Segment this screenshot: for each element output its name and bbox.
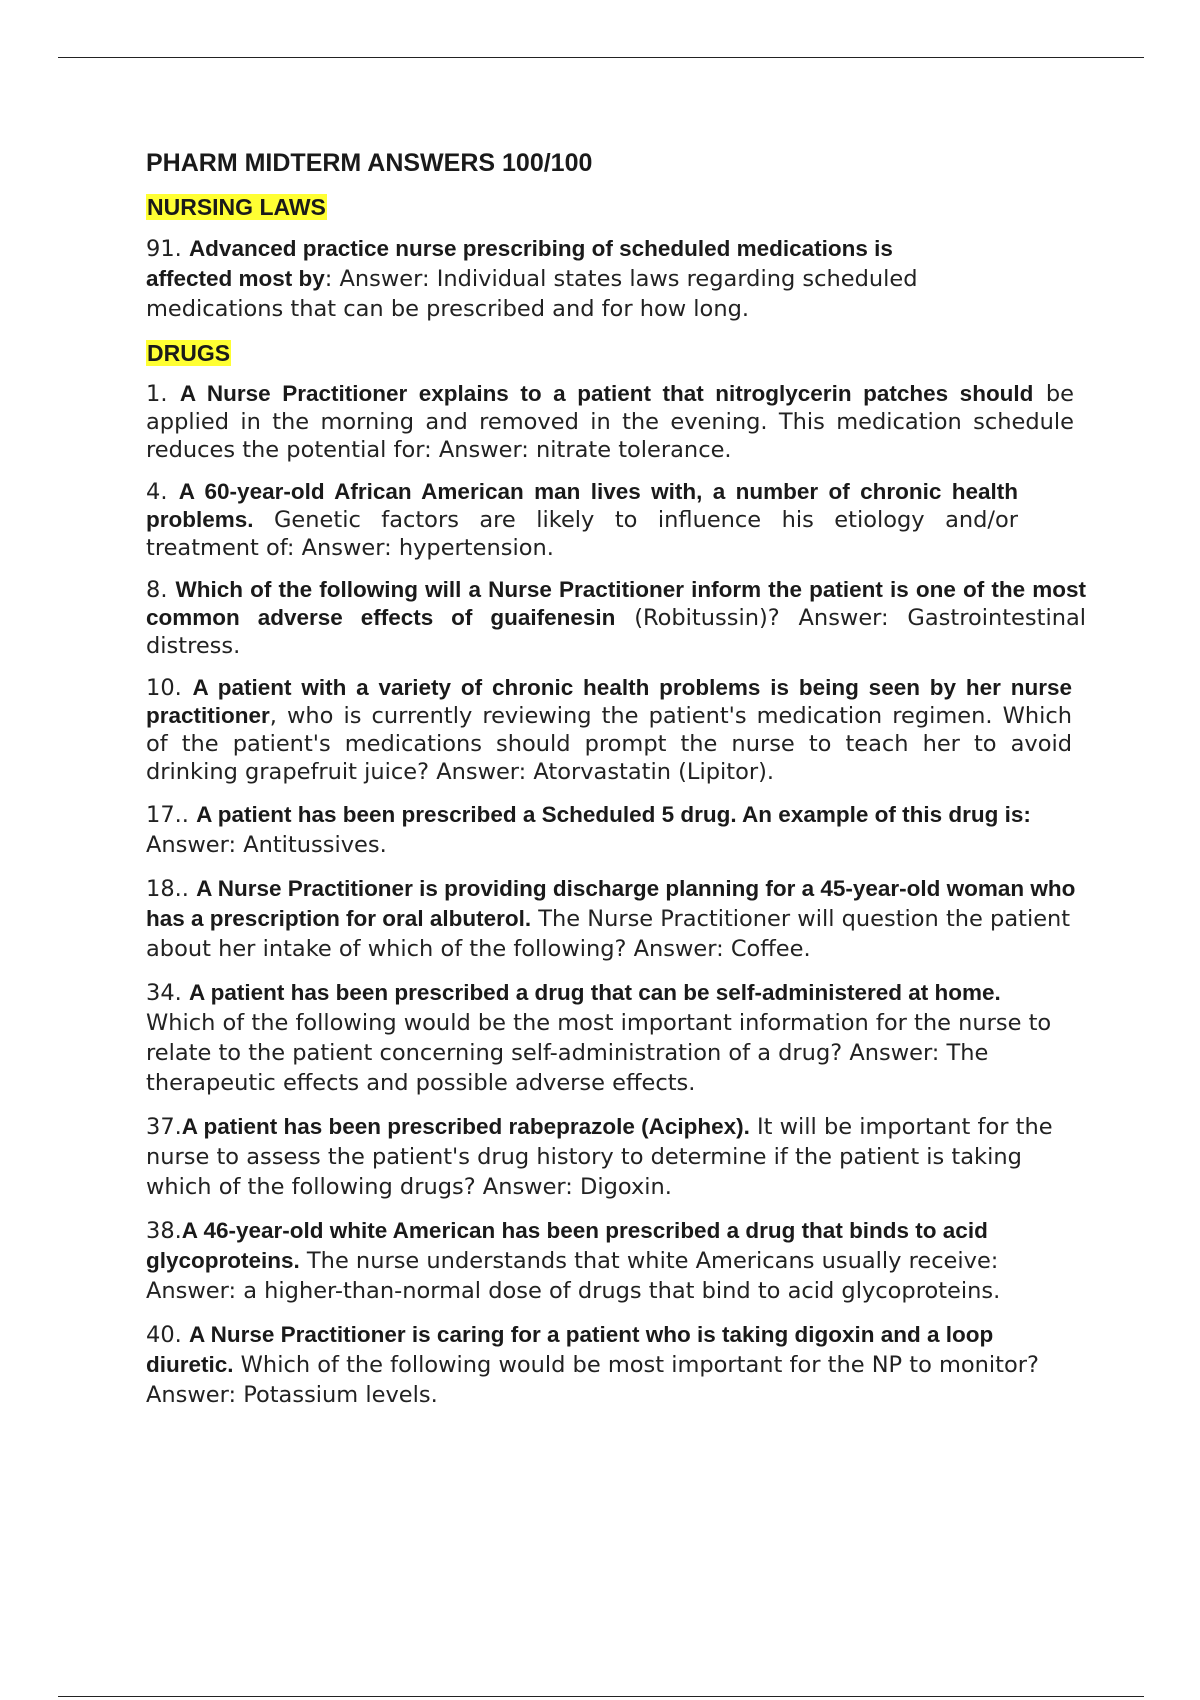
page-title: PHARM MIDTERM ANSWERS 100/100 xyxy=(146,149,593,177)
answer-text: The Nurse Practitioner will question the patient about her intake of which of the following? Answer: Coffee. xyxy=(146,906,1071,962)
question-number: 18.. xyxy=(146,876,197,902)
qa-item-1 xyxy=(146,380,1074,464)
qa-item-91 xyxy=(146,234,974,324)
answer-text: Answer: Antitussives. xyxy=(146,832,387,858)
answer-text: Which of the following would be the most important information for the nurse to relate to the patient concerning self-administration of a drug? Answer: The therapeutic effects and possible adverse effects. xyxy=(146,1010,1052,1096)
qa-item-40 xyxy=(146,1320,1061,1410)
section-heading-nursing-laws xyxy=(146,192,1106,222)
qa-item-37 xyxy=(146,1112,1076,1202)
question-text: A patient has been prescribed a drug that can be self-administered at home. xyxy=(188,980,1001,1005)
question-number: 91. xyxy=(146,236,189,262)
qa-item-18 xyxy=(146,874,1106,964)
question-text: A patient with a variety of chronic health problems is being seen by her nurse practitioner xyxy=(146,675,1072,728)
qa-item-34 xyxy=(146,978,1066,1098)
bottom-rule xyxy=(58,1696,1144,1697)
question-text: A Nurse Practitioner is providing discharge planning for a 45-year-old woman who has a prescription for oral albuterol. xyxy=(146,876,1076,931)
document-body xyxy=(146,146,1106,1424)
question-text: A Nurse Practitioner is caring for a patient who is taking digoxin and a loop diuretic. xyxy=(146,1322,994,1377)
qa-item-8 xyxy=(146,576,1086,660)
question-text: A Nurse Practitioner explains to a patient that nitroglycerin patches should xyxy=(179,381,1034,406)
answer-text: , who is currently reviewing the patient's medication regimen. Which of the patient's medications should prompt the nurse to teach her to avoid drinking grapefruit juice? Answer: Atorvastatin (Lipitor). xyxy=(146,703,1072,785)
qa-item-10 xyxy=(146,674,1072,786)
answer-text: It will be important for the nurse to assess the patient's drug history to determine if the patient is taking which of the following drugs? Answer: Digoxin. xyxy=(146,1114,1053,1200)
question-text: A patient has been prescribed rabeprazole (Aciphex). xyxy=(181,1114,750,1139)
question-number: 37. xyxy=(146,1114,182,1140)
answer-text: (Robitussin)? Answer: Gastrointestinal distress. xyxy=(146,605,1086,659)
question-number: 4. xyxy=(146,479,179,505)
highlighted-heading: DRUGS xyxy=(147,340,231,366)
answer-text: The nurse understands that white Americans usually receive: Answer: a higher-than-normal dose of drugs that bind to acid glycoproteins. xyxy=(146,1248,1001,1304)
answer-text: : Answer: Individual states laws regarding scheduled medications that can be prescribed and for how long. xyxy=(146,266,918,322)
question-text: Advanced practice nurse prescribing of scheduled medications is affected most by xyxy=(146,236,893,291)
section-heading-drugs xyxy=(146,338,1106,368)
qa-item-38 xyxy=(146,1216,1081,1306)
question-text: Which of the following will a Nurse Practitioner inform the patient is one of the most common adverse effects of guaifenesin xyxy=(146,577,1086,630)
question-number: 34. xyxy=(146,980,189,1006)
qa-item-17 xyxy=(146,800,1046,860)
answer-text: be applied in the morning and removed in the evening. This medication schedule reduces the potential for: Answer: nitrate tolerance. xyxy=(146,381,1075,463)
question-number: 40. xyxy=(146,1322,189,1348)
question-number: 17.. xyxy=(146,802,197,828)
question-text: A patient has been prescribed a Scheduled 5 drug. An example of this drug is: xyxy=(196,802,1031,827)
qa-item-4 xyxy=(146,478,1018,562)
answer-text: Genetic factors are likely to influence his etiology and/or treatment of: Answer: hypertension. xyxy=(146,507,1018,561)
question-text: A 46-year-old white American has been prescribed a drug that binds to acid glycoproteins. xyxy=(146,1218,988,1273)
question-text: A 60-year-old African American man lives with, a number of chronic health problems. xyxy=(146,479,1019,532)
highlighted-heading: NURSING LAWS xyxy=(147,194,326,220)
question-number: 10. xyxy=(146,675,193,701)
question-number: 38. xyxy=(146,1218,182,1244)
answer-text: Which of the following would be most important for the NP to monitor? Answer: Potassium levels. xyxy=(146,1352,1039,1408)
question-number: 1. xyxy=(146,381,180,407)
top-rule xyxy=(58,57,1144,58)
question-number: 8. xyxy=(146,577,176,603)
